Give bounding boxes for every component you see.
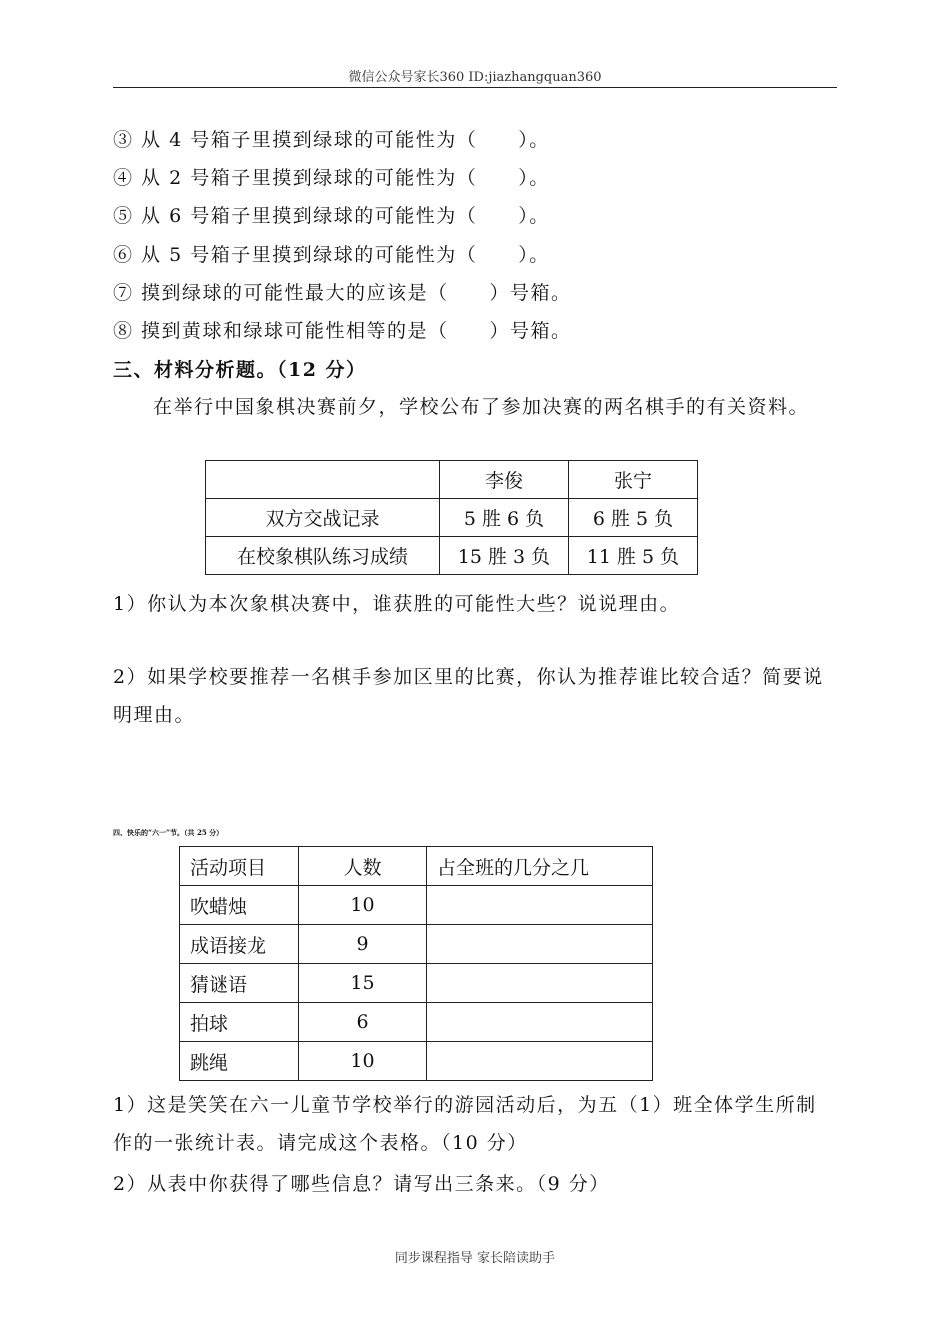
table-cell xyxy=(206,461,440,499)
table-row xyxy=(206,537,698,575)
table-cell: 拍球 xyxy=(180,1003,299,1042)
table-cell xyxy=(427,1042,653,1081)
activity-stats-table xyxy=(179,846,653,1081)
table-row xyxy=(206,499,698,537)
section-4-title: 四、快乐的“六一”节。（共 25 分） xyxy=(113,828,224,837)
table-cell: 李俊 xyxy=(440,461,569,499)
section-3-question-1: 1）你认为本次象棋决赛中，谁获胜的可能性大些？说说理由。 xyxy=(113,593,681,615)
table-cell: 15 胜 3 负 xyxy=(440,537,569,575)
table-cell: 5 胜 6 负 xyxy=(440,499,569,537)
table-cell: 双方交战记录 xyxy=(206,499,440,537)
table-cell: 6 胜 5 负 xyxy=(569,499,698,537)
table-cell: 张宁 xyxy=(569,461,698,499)
section-4-question-2: 2）从表中你获得了哪些信息？请写出三条来。（9 分） xyxy=(113,1173,610,1195)
table-row xyxy=(180,925,653,964)
table-cell xyxy=(427,886,653,925)
table-cell: 活动项目 xyxy=(180,847,299,886)
table-cell: 15 xyxy=(299,964,427,1003)
table-cell: 吹蜡烛 xyxy=(180,886,299,925)
section-3-title: 三、材料分析题。（12 分） xyxy=(113,359,367,381)
table-header-row xyxy=(206,461,698,499)
question-8: ⑧ 摸到黄球和绿球可能性相等的是（ ）号箱。 xyxy=(113,320,572,342)
table-row xyxy=(180,1042,653,1081)
question-3: ③ 从 4 号箱子里摸到绿球的可能性为（ ）。 xyxy=(113,129,550,151)
table-row xyxy=(180,964,653,1003)
table-cell: 猜谜语 xyxy=(180,964,299,1003)
table-row xyxy=(180,1003,653,1042)
table-cell xyxy=(427,1003,653,1042)
table-cell: 11 胜 5 负 xyxy=(569,537,698,575)
table-cell: 10 xyxy=(299,1042,427,1081)
table-cell: 人数 xyxy=(299,847,427,886)
table-header-row xyxy=(180,847,653,886)
table-cell: 在校象棋队练习成绩 xyxy=(206,537,440,575)
table-cell: 9 xyxy=(299,925,427,964)
table-cell: 占全班的几分之几 xyxy=(427,847,653,886)
chess-players-table xyxy=(205,460,698,575)
table-cell: 6 xyxy=(299,1003,427,1042)
page-header: 微信公众号家长360 ID:jiazhangquan360 xyxy=(348,70,602,85)
question-5: ⑤ 从 6 号箱子里摸到绿球的可能性为（ ）。 xyxy=(113,205,550,227)
question-6: ⑥ 从 5 号箱子里摸到绿球的可能性为（ ）。 xyxy=(113,244,550,266)
table-cell: 跳绳 xyxy=(180,1042,299,1081)
page-footer: 同步课程指导 家长陪读助手 xyxy=(394,1251,556,1266)
table-cell xyxy=(427,964,653,1003)
table-cell: 成语接龙 xyxy=(180,925,299,964)
section-3-question-2: 2）如果学校要推荐一名棋手参加区里的比赛，你认为推荐谁比较合适？简要说明理由。 xyxy=(113,666,824,726)
section-3-intro: 在举行中国象棋决赛前夕，学校公布了参加决赛的两名棋手的有关资料。 xyxy=(153,396,810,418)
question-4: ④ 从 2 号箱子里摸到绿球的可能性为（ ）。 xyxy=(113,167,550,189)
table-row xyxy=(180,886,653,925)
section-4-question-1: 1）这是笑笑在六一儿童节学校举行的游园活动后，为五（1）班全体学生所制作的一张统计表。请完成这个表格。（10 分） xyxy=(113,1094,817,1154)
table-cell xyxy=(427,925,653,964)
header-divider xyxy=(113,87,837,88)
question-7: ⑦ 摸到绿球的可能性最大的应该是（ ）号箱。 xyxy=(113,282,572,304)
table-cell: 10 xyxy=(299,886,427,925)
